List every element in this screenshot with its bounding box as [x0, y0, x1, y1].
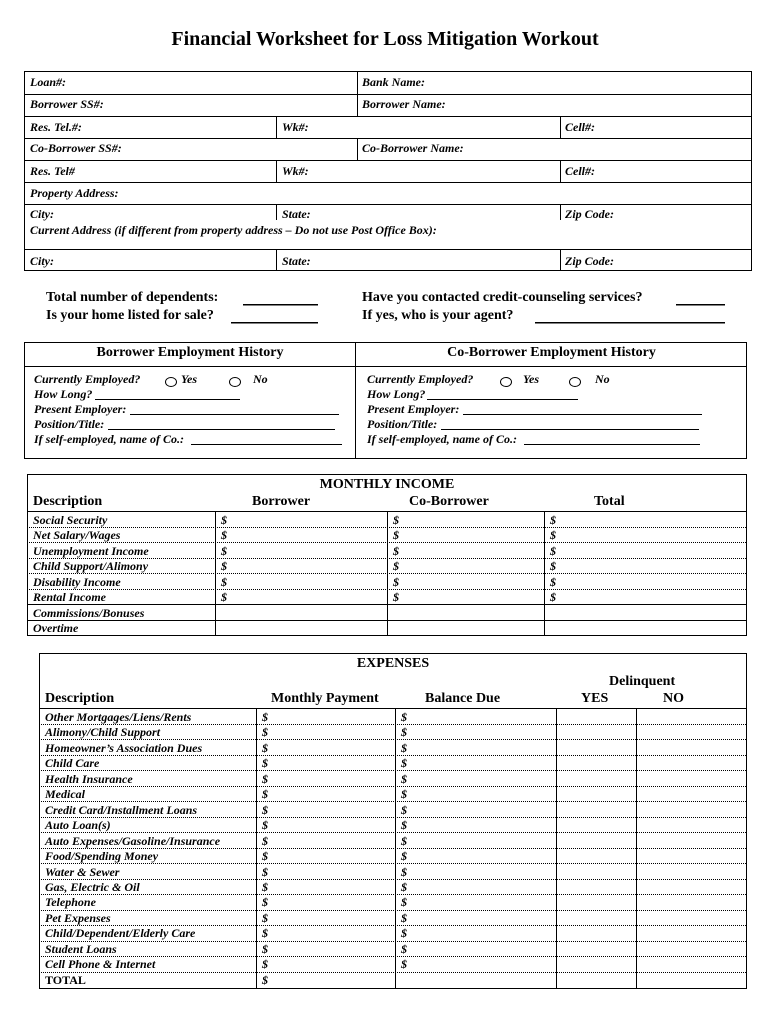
home-for-sale-question: Is your home listed for sale?	[46, 308, 214, 323]
expense-monthly-amount[interactable]: $	[262, 849, 268, 863]
state-label: State:	[282, 207, 311, 221]
income-row-label: Rental Income	[33, 590, 107, 604]
borrower-present-employer-label: Present Employer:	[34, 402, 127, 416]
expense-row-label: Auto Expenses/Gasoline/Insurance	[45, 834, 221, 848]
expense-monthly-amount[interactable]: $	[262, 957, 268, 971]
co-borrower-yes-label: Yes	[523, 372, 539, 386]
borrower-currently-employed-label: Currently Employed?	[34, 372, 141, 386]
income-total-amount[interactable]: $	[550, 559, 556, 573]
expense-balance-amount[interactable]: $	[401, 725, 407, 739]
income-co-borrower-amount[interactable]: $	[393, 544, 399, 558]
expense-row-label: Child/Dependent/Elderly Care	[45, 926, 196, 940]
expenses-col-no: NO	[663, 691, 684, 706]
co-borrower-name-label: Co-Borrower Name:	[362, 141, 464, 155]
expense-monthly-amount[interactable]: $	[262, 787, 268, 801]
income-row-label: Disability Income	[33, 575, 121, 589]
income-borrower-amount[interactable]: $	[221, 559, 227, 573]
income-col-co-borrower: Co-Borrower	[409, 494, 489, 509]
income-row-label: Unemployment Income	[33, 544, 149, 558]
expense-balance-amount[interactable]: $	[401, 911, 407, 925]
credit-counseling-question: Have you contacted credit-counseling services?	[362, 290, 643, 305]
expense-total-label: TOTAL	[45, 973, 86, 987]
income-co-borrower-amount[interactable]: $	[393, 590, 399, 604]
expense-row-label: Pet Expenses	[45, 911, 111, 925]
expenses-title: EXPENSES	[356, 656, 430, 671]
expense-row-label: Gas, Electric & Oil	[45, 880, 140, 894]
expense-monthly-amount[interactable]: $	[262, 880, 268, 894]
income-total-amount[interactable]: $	[550, 575, 556, 589]
income-row-label: Social Security	[33, 513, 108, 527]
expense-row-label: Alimony/Child Support	[45, 725, 161, 739]
income-col-description: Description	[33, 494, 103, 509]
expense-total-amount[interactable]: $	[262, 973, 268, 987]
zip2-label: Zip Code:	[565, 254, 614, 268]
income-co-borrower-amount[interactable]: $	[393, 528, 399, 542]
expense-row-label: Credit Card/Installment Loans	[45, 803, 198, 817]
expense-monthly-amount[interactable]: $	[262, 942, 268, 956]
expense-monthly-amount[interactable]: $	[262, 865, 268, 879]
co-work-tel-label: Wk#:	[282, 164, 309, 178]
expense-row-label: Homeowner’s Association Dues	[45, 741, 203, 755]
income-total-amount[interactable]: $	[550, 513, 556, 527]
income-total-amount[interactable]: $	[550, 544, 556, 558]
expense-row-label: Student Loans	[45, 942, 117, 956]
expense-monthly-amount[interactable]: $	[262, 834, 268, 848]
expense-row-label: Medical	[45, 787, 85, 801]
expense-row-label: Other Mortgages/Liens/Rents	[45, 710, 192, 724]
borrower-name-label: Borrower Name:	[362, 97, 446, 111]
income-co-borrower-amount[interactable]: $	[393, 559, 399, 573]
co-borrower-how-long-label: How Long?	[367, 387, 426, 401]
expense-monthly-amount[interactable]: $	[262, 710, 268, 724]
income-col-total: Total	[594, 494, 625, 509]
income-row-label: Overtime	[33, 621, 79, 635]
expense-monthly-amount[interactable]: $	[262, 803, 268, 817]
expense-row-label: Child Care	[45, 756, 100, 770]
co-res-tel-label: Res. Tel#	[30, 164, 75, 178]
expense-balance-amount[interactable]: $	[401, 834, 407, 848]
income-row-label: Net Salary/Wages	[33, 528, 121, 542]
expense-balance-amount[interactable]: $	[401, 803, 407, 817]
page-title: Financial Worksheet for Loss Mitigation Workout	[171, 28, 599, 50]
zip-label: Zip Code:	[565, 207, 614, 221]
expense-row-label: Telephone	[45, 895, 96, 909]
res-tel-label: Res. Tel.#:	[30, 120, 82, 134]
co-borrower-ss-label: Co-Borrower SS#:	[30, 141, 122, 155]
expense-balance-amount[interactable]: $	[401, 942, 407, 956]
income-col-borrower: Borrower	[252, 494, 311, 509]
expense-monthly-amount[interactable]: $	[262, 895, 268, 909]
income-row-label: Child Support/Alimony	[33, 559, 149, 573]
income-borrower-amount[interactable]: $	[221, 513, 227, 527]
expense-monthly-amount[interactable]: $	[262, 818, 268, 832]
co-borrower-yes-radio[interactable]	[500, 373, 512, 391]
expense-monthly-amount[interactable]: $	[262, 772, 268, 786]
co-borrower-no-radio[interactable]	[569, 373, 581, 391]
loan-number-label: Loan#:	[30, 75, 66, 89]
co-borrower-employment-title: Co-Borrower Employment History	[447, 345, 656, 360]
income-co-borrower-amount[interactable]: $	[393, 513, 399, 527]
expense-balance-amount[interactable]: $	[401, 895, 407, 909]
expense-balance-amount[interactable]: $	[401, 849, 407, 863]
income-co-borrower-amount[interactable]: $	[393, 575, 399, 589]
property-address-label: Property Address:	[30, 186, 119, 200]
bank-name-label: Bank Name:	[362, 75, 425, 89]
borrower-employment-title: Borrower Employment History	[96, 345, 284, 360]
city-label: City:	[30, 207, 54, 221]
expense-balance-amount[interactable]: $	[401, 818, 407, 832]
expenses-col-yes: YES	[581, 691, 609, 706]
state2-label: State:	[282, 254, 311, 268]
borrower-no-radio[interactable]	[229, 373, 241, 391]
co-borrower-present-employer-label: Present Employer:	[367, 402, 460, 416]
current-address-label: Current Address (if different from property address – Do not use Post Office Box):	[30, 223, 437, 237]
income-borrower-amount[interactable]: $	[221, 575, 227, 589]
income-total-amount[interactable]: $	[550, 528, 556, 542]
expense-row-label: Food/Spending Money	[45, 849, 159, 863]
expense-monthly-amount[interactable]: $	[262, 756, 268, 770]
expense-monthly-amount[interactable]: $	[262, 725, 268, 739]
work-tel-label: Wk#:	[282, 120, 309, 134]
borrower-no-label: No	[253, 372, 268, 386]
agent-question: If yes, who is your agent?	[362, 308, 514, 323]
expense-balance-amount[interactable]: $	[401, 772, 407, 786]
expense-balance-amount[interactable]: $	[401, 957, 407, 971]
expenses-col-monthly: Monthly Payment	[271, 691, 379, 706]
income-row-label: Commissions/Bonuses	[33, 606, 145, 620]
cell-label: Cell#:	[565, 120, 595, 134]
expense-monthly-amount[interactable]: $	[262, 911, 268, 925]
co-borrower-currently-employed-label: Currently Employed?	[367, 372, 474, 386]
co-borrower-position-label: Position/Title:	[367, 417, 438, 431]
co-borrower-self-employed-label: If self-employed, name of Co.:	[367, 432, 517, 446]
borrower-yes-radio[interactable]	[165, 373, 177, 391]
income-total-amount[interactable]: $	[550, 590, 556, 604]
delinquent-header: Delinquent	[609, 674, 676, 689]
co-cell-label: Cell#:	[565, 164, 595, 178]
borrower-how-long-label: How Long?	[34, 387, 93, 401]
expense-row-label: Health Insurance	[45, 772, 133, 786]
borrower-self-employed-label: If self-employed, name of Co.:	[34, 432, 184, 446]
expense-monthly-amount[interactable]: $	[262, 741, 268, 755]
borrower-position-label: Position/Title:	[34, 417, 105, 431]
borrower-yes-label: Yes	[181, 372, 197, 386]
income-borrower-amount[interactable]: $	[221, 544, 227, 558]
expense-balance-amount[interactable]: $	[401, 880, 407, 894]
dependents-question: Total number of dependents:	[46, 290, 219, 305]
expense-balance-amount[interactable]: $	[401, 787, 407, 801]
expenses-col-balance: Balance Due	[425, 691, 501, 706]
income-borrower-amount[interactable]: $	[221, 590, 227, 604]
borrower-ss-label: Borrower SS#:	[30, 97, 104, 111]
expense-balance-amount[interactable]: $	[401, 865, 407, 879]
income-borrower-amount[interactable]: $	[221, 528, 227, 542]
expense-balance-amount[interactable]: $	[401, 710, 407, 724]
expense-monthly-amount[interactable]: $	[262, 926, 268, 940]
expense-row-label: Auto Loan(s)	[45, 818, 111, 832]
expenses-col-description: Description	[45, 691, 115, 706]
expense-balance-amount[interactable]: $	[401, 926, 407, 940]
city2-label: City:	[30, 254, 54, 268]
co-borrower-no-label: No	[595, 372, 610, 386]
expense-row-label: Cell Phone & Internet	[45, 957, 156, 971]
expense-balance-amount[interactable]: $	[401, 756, 407, 770]
expense-balance-amount[interactable]: $	[401, 741, 407, 755]
monthly-income-title: MONTHLY INCOME	[319, 477, 455, 492]
expense-row-label: Water & Sewer	[45, 865, 120, 879]
